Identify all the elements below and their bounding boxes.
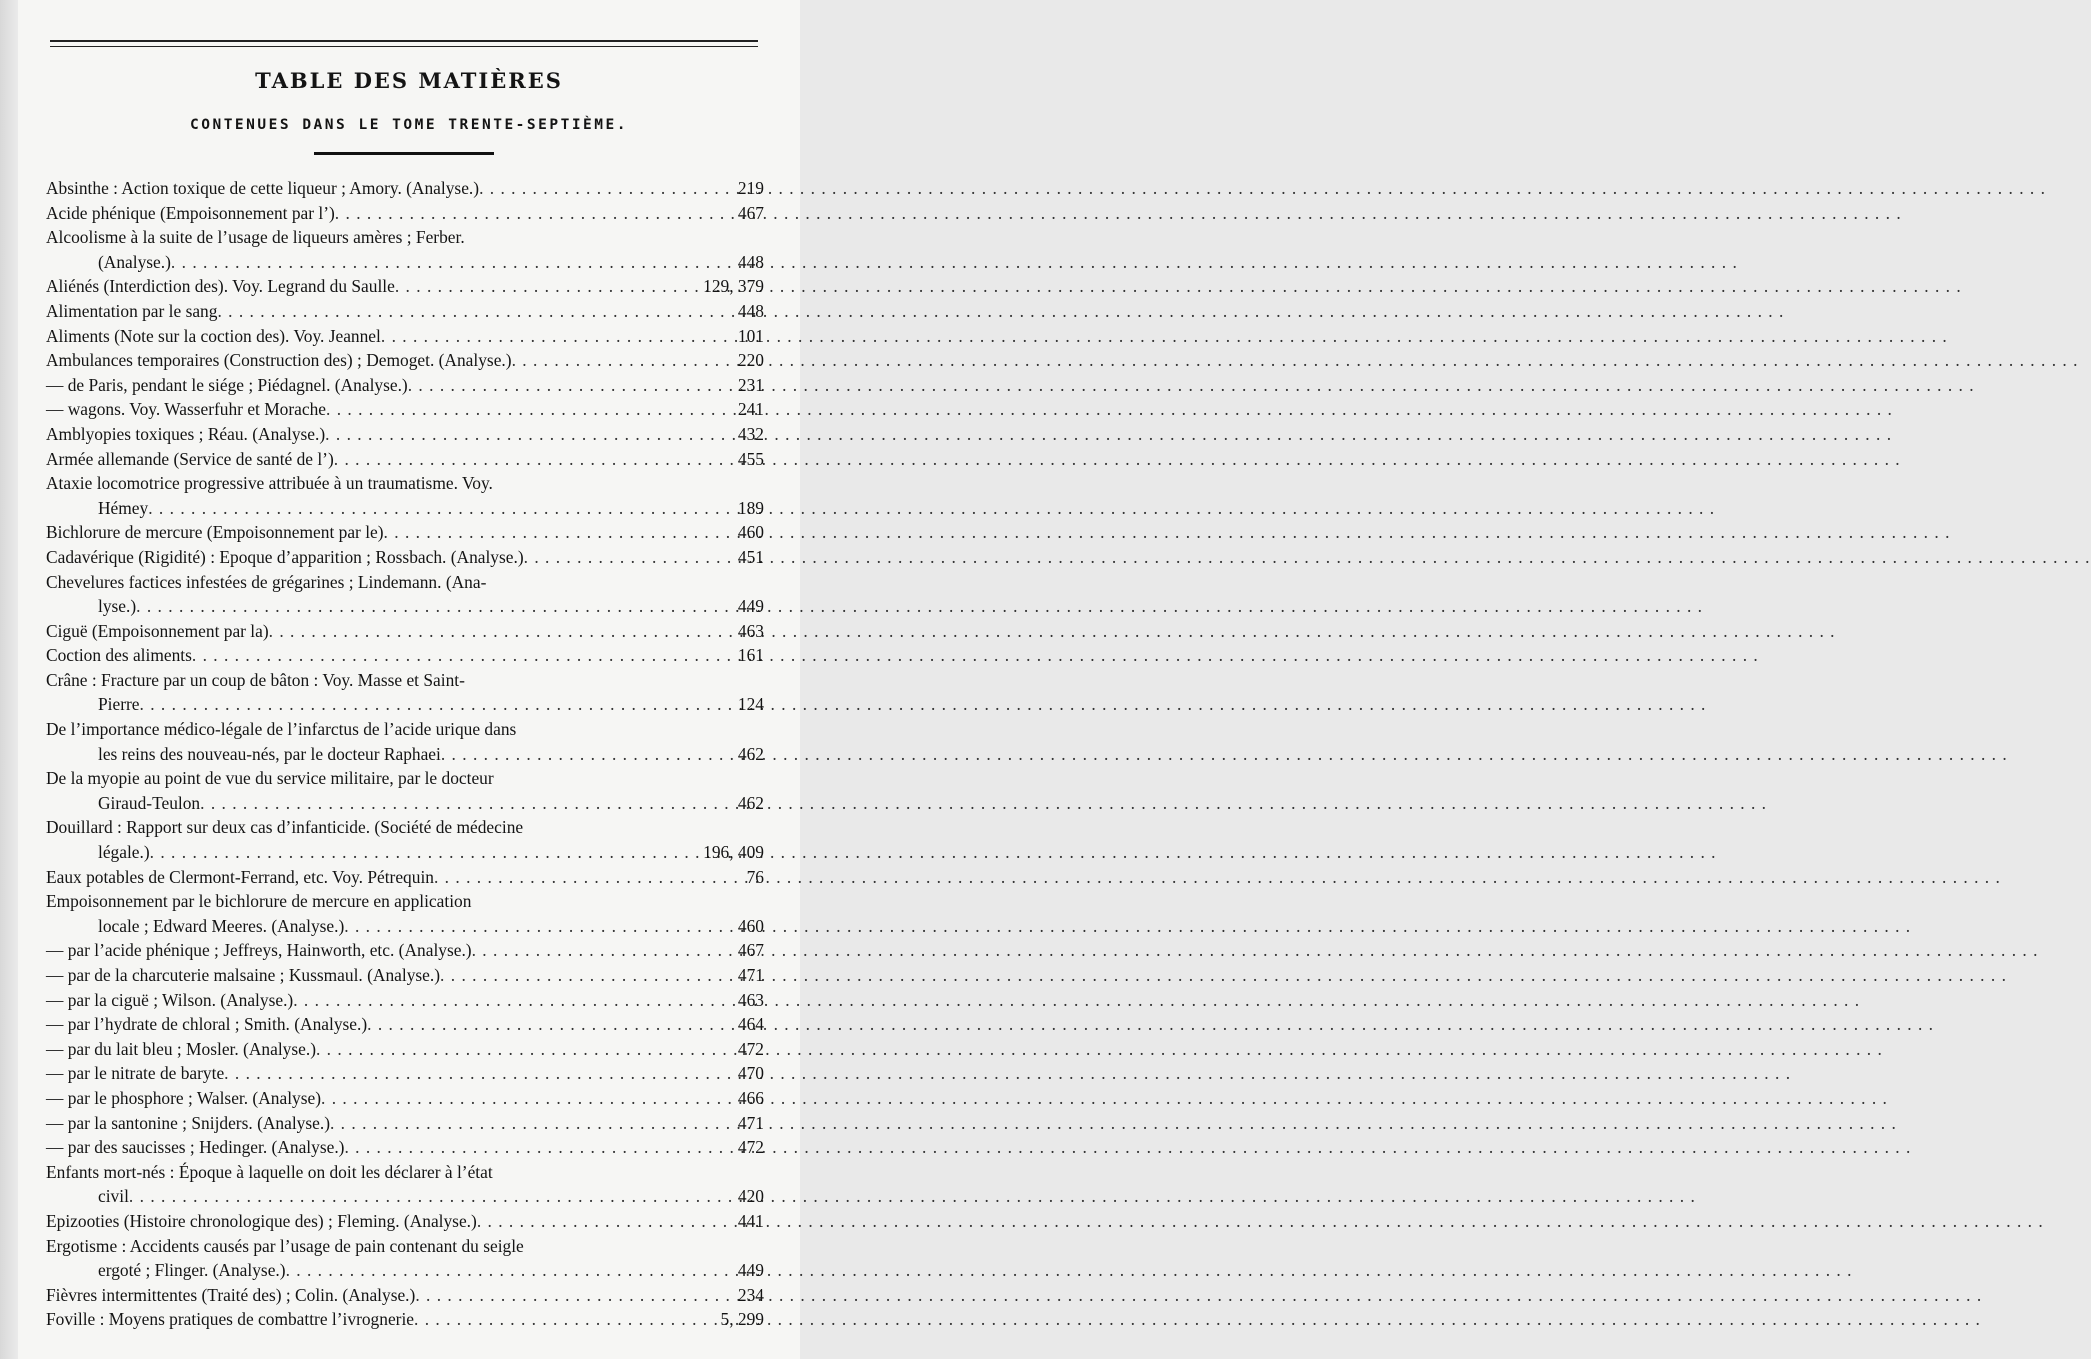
dot-leader [441, 742, 714, 767]
entry-text: Pierre [98, 694, 140, 715]
index-entry [46, 668, 764, 693]
dot-leader [200, 791, 714, 816]
index-entry [46, 1037, 764, 1062]
entry-text: ergoté ; Flinger. (Analyse.) [98, 1260, 286, 1281]
index-entry [46, 619, 764, 644]
entry-text: les reins des nouveau-nés, par le docteur Raphaei [98, 743, 441, 764]
dot-leader [217, 299, 714, 324]
entry-text: Epizooties (Histoire chronologique des) ; Fleming. (Analyse.) [46, 1210, 477, 1231]
page-number: 124 [737, 694, 764, 715]
index-entry [46, 692, 764, 717]
dot-leader [344, 914, 714, 939]
entry-text: Ciguë (Empoisonnement par la) [46, 620, 269, 641]
index-entry [46, 988, 764, 1013]
page-number: 241 [737, 399, 764, 420]
index-entry [46, 176, 764, 201]
page-number: 467 [737, 202, 764, 223]
index-entry [46, 324, 764, 349]
dot-leader [326, 397, 714, 422]
page-number: 449 [737, 596, 764, 617]
dot-leader [293, 988, 714, 1013]
entry-text: Foville : Moyens pratiques de combattre l’ivrognerie [46, 1309, 415, 1330]
dot-leader [140, 692, 714, 717]
entry-text: Fièvres intermittentes (Traité des) ; Colin. (Analyse.) [46, 1284, 416, 1305]
top-rule-thin [50, 46, 758, 47]
index-entry [46, 865, 764, 890]
entry-text: — par l’hydrate de chloral ; Smith. (Analyse.) [46, 1014, 368, 1035]
dot-leader [136, 594, 714, 619]
entry-text: (Analyse.) [98, 251, 171, 272]
index-entry [46, 422, 764, 447]
index-entry [46, 225, 764, 250]
index-entry [46, 471, 764, 496]
index-entry [46, 1307, 764, 1332]
index-entries [46, 176, 764, 1332]
page-number: 455 [737, 448, 764, 469]
page-number: 466 [737, 1087, 764, 1108]
dot-leader [479, 176, 714, 201]
entry-text: — par des saucisses ; Hedinger. (Analyse.) [46, 1137, 345, 1158]
dot-leader [335, 201, 714, 226]
entry-text: Alcoolisme à la suite de l’usage de liqueurs amères ; Ferber. [46, 227, 465, 248]
index-entry [46, 815, 764, 840]
index-entry [46, 1086, 764, 1111]
page-number: 467 [737, 940, 764, 961]
index-entry [46, 1234, 764, 1259]
page-number: 76 [746, 866, 764, 887]
entry-text: — par l’acide phénique ; Jeffreys, Hainworth, etc. (Analyse.) [46, 940, 472, 961]
index-entry [46, 1160, 764, 1185]
index-entry [46, 1012, 764, 1037]
dot-leader [224, 1061, 714, 1086]
entry-text: Coction des aliments [46, 645, 192, 666]
page-number: 470 [737, 1063, 764, 1084]
page-number: 471 [737, 1112, 764, 1133]
page-number: 420 [737, 1186, 764, 1207]
entry-text: — par la santonine ; Snijders. (Analyse.) [46, 1112, 330, 1133]
entry-text: locale ; Edward Meeres. (Analyse.) [98, 915, 345, 936]
page-number: 219 [737, 178, 764, 198]
title-divider [314, 152, 494, 155]
index-entry [46, 274, 764, 299]
dot-leader [415, 1283, 714, 1308]
entry-text: Alimentation par le sang [46, 300, 218, 321]
dot-leader [381, 324, 714, 349]
index-entry [46, 643, 764, 668]
entry-text: — par de la charcuterie malsaine ; Kussmaul. (Analyse.) [46, 965, 441, 985]
dot-leader [321, 1086, 714, 1111]
page-number: 462 [737, 792, 764, 813]
entry-text: légale.) [98, 842, 150, 863]
page-number: 231 [737, 374, 764, 395]
page-number: 464 [737, 1014, 764, 1035]
index-entry [46, 250, 764, 275]
index-entry [46, 766, 764, 791]
index-entry [46, 889, 764, 914]
dot-leader [148, 496, 714, 521]
dot-leader [440, 963, 714, 988]
page-number: 432 [737, 423, 764, 444]
page-number: 129, 379 [703, 276, 764, 297]
page-number: 463 [737, 989, 764, 1010]
entry-text: — par la ciguë ; Wilson. (Analyse.) [46, 989, 294, 1010]
index-entry [46, 496, 764, 521]
top-rule [50, 40, 758, 42]
index-entry [46, 1135, 764, 1160]
index-entry [46, 447, 764, 472]
page-number: 234 [737, 1284, 764, 1305]
entry-text: De la myopie au point de vue du service militaire, par le docteur [46, 768, 494, 789]
index-entry [46, 1209, 764, 1234]
page-title: TABLE DES MATIÈRES [255, 68, 563, 93]
index-entry [46, 397, 764, 422]
entry-text: Aliments (Note sur la coction des). Voy. Jeannel [46, 325, 381, 346]
dot-leader [384, 520, 714, 545]
entry-text: Chevelures factices infestées de grégarines ; Lindemann. (Ana- [46, 571, 487, 592]
index-entry [46, 594, 764, 619]
index-entry [46, 1061, 764, 1086]
entry-text: Cadavérique (Rigidité) : Epoque d’apparition ; Rossbach. (Analyse.) [46, 546, 524, 567]
entry-text: Douillard : Rapport sur deux cas d’infanticide. (Société de médecine [46, 817, 524, 838]
dot-leader [434, 865, 714, 890]
dot-leader [512, 348, 714, 373]
page-number: 463 [737, 620, 764, 641]
dot-leader [129, 1184, 714, 1209]
page-number: 460 [737, 522, 764, 543]
entry-text: Hémey [98, 497, 149, 518]
dot-leader [414, 1307, 714, 1332]
entry-text: Aliénés (Interdiction des). Voy. Legrand du Saulle [46, 276, 395, 297]
entry-text: Crâne : Fracture par un coup de bâton : Voy. Masse et Saint- [46, 669, 465, 690]
dot-leader [334, 447, 714, 472]
index-entry [46, 1283, 764, 1308]
page-number: 448 [737, 300, 764, 321]
dot-leader [150, 840, 699, 865]
index-entry [46, 914, 764, 939]
entry-text: — wagons. Voy. Wasserfuhr et Morache [46, 399, 327, 420]
page-number: 101 [737, 325, 764, 346]
entry-text: lyse.) [98, 596, 137, 617]
entry-text: — par le nitrate de baryte [46, 1063, 225, 1084]
page-number: 189 [737, 497, 764, 518]
index-entry [46, 373, 764, 398]
index-entry [46, 1184, 764, 1209]
entry-text: Giraud-Teulon [98, 792, 201, 813]
index-entry [46, 938, 764, 963]
dot-leader [477, 1209, 714, 1234]
entry-text: Eaux potables de Clermont-Ferrand, etc. Voy. Pétrequin [46, 866, 434, 887]
page-number: 451 [737, 546, 764, 567]
dot-leader [325, 422, 714, 447]
dot-leader [524, 545, 714, 570]
entry-text: Enfants mort-nés : Époque à laquelle on doit les déclarer à l’état [46, 1161, 493, 1182]
index-entry [46, 520, 764, 545]
dot-leader [286, 1258, 714, 1283]
page-number: 471 [737, 965, 764, 985]
entry-text: Bichlorure de mercure (Empoisonnement par le) [46, 522, 384, 543]
dot-leader [367, 1012, 714, 1037]
index-entry [46, 545, 764, 570]
dot-leader [192, 643, 714, 668]
page-number: 196, 409 [703, 842, 764, 863]
page-number: 460 [737, 915, 764, 936]
index-entry [46, 1258, 764, 1283]
page-number: 449 [737, 1260, 764, 1281]
entry-text: Ambulances temporaires (Construction des) ; Demoget. (Analyse.) [46, 350, 512, 371]
page-number: 472 [737, 1038, 764, 1059]
dot-leader [472, 938, 714, 963]
index-entry [46, 201, 764, 226]
index-entry [46, 717, 764, 742]
page-number: 220 [737, 350, 764, 371]
dot-leader [344, 1135, 714, 1160]
dot-leader [269, 619, 714, 644]
document-page [18, 0, 800, 1359]
page-subtitle: CONTENUES DANS LE TOME TRENTE-SEPTIÈME. [190, 117, 628, 133]
entry-text: Ataxie locomotrice progressive attribuée à un traumatisme. Voy. [46, 473, 493, 494]
entry-text: De l’importance médico-légale de l’infarctus de l’acide urique dans [46, 719, 517, 740]
entry-text: civil [98, 1186, 129, 1207]
entry-text: — par le phosphore ; Walser. (Analyse) [46, 1087, 322, 1108]
entry-text: — par du lait bleu ; Mosler. (Analyse.) [46, 1038, 316, 1059]
page-number: 161 [737, 645, 764, 666]
dot-leader [171, 250, 714, 275]
entry-text: Amblyopies toxiques ; Réau. (Analyse.) [46, 423, 326, 444]
dot-leader [316, 1037, 714, 1062]
entry-text: — de Paris, pendant le siége ; Piédagnel. (Analyse.) [46, 374, 408, 395]
entry-text: Empoisonnement par le bichlorure de mercure en application [46, 891, 472, 912]
dot-leader [408, 373, 714, 398]
page-number: 472 [737, 1137, 764, 1158]
index-entry [46, 1111, 764, 1136]
dot-leader [330, 1111, 714, 1136]
page-number: 441 [737, 1210, 764, 1231]
page-number: 5, 299 [720, 1309, 764, 1330]
index-entry [46, 963, 764, 988]
entry-text: Ergotisme : Accidents causés par l’usage de pain contenant du seigle [46, 1235, 524, 1256]
index-entry [46, 840, 764, 865]
dot-leader [395, 274, 699, 299]
index-entry [46, 348, 764, 373]
index-entry [46, 299, 764, 324]
index-entry [46, 791, 764, 816]
entry-text: Absinthe : Action toxique de cette liqueur ; Amory. (Analyse.) [46, 178, 480, 198]
page-number: 462 [737, 743, 764, 764]
page-number: 448 [737, 251, 764, 272]
index-entry [46, 742, 764, 767]
entry-text: Armée allemande (Service de santé de l’) [46, 448, 334, 469]
index-entry [46, 570, 764, 595]
entry-text: Acide phénique (Empoisonnement par l’) [46, 202, 335, 223]
